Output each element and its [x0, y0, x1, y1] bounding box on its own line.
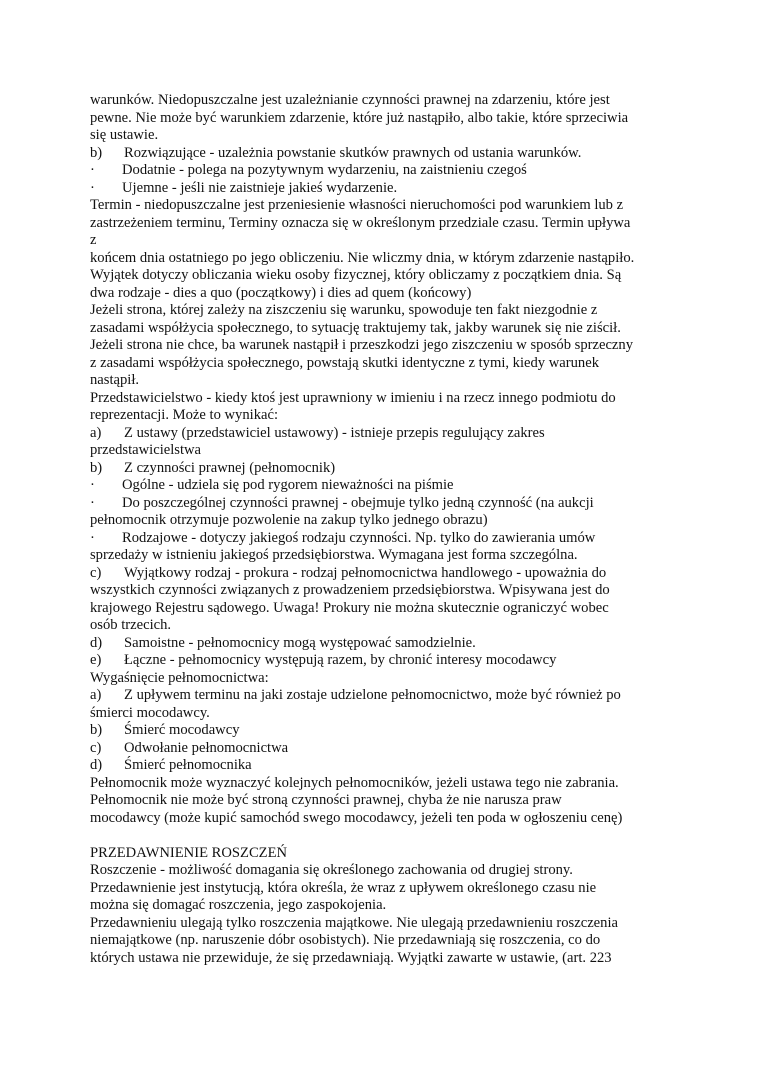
text-line	[90, 127, 676, 145]
line-text: śmierci mocodawcy.	[90, 704, 210, 721]
line-text: Do poszczególnej czynności prawnej - obejmuje tylko jedną czynność (na aukcji	[122, 494, 594, 511]
text-line	[90, 565, 676, 583]
text-line	[90, 92, 676, 110]
text-line	[90, 460, 676, 478]
text-line	[90, 320, 676, 338]
text-line	[90, 617, 676, 635]
list-marker: d)	[90, 634, 103, 651]
text-line	[90, 407, 676, 425]
line-text: dwa rodzaje - dies a quo (początkowy) i dies ad quem (końcowy)	[90, 284, 472, 301]
text-line	[90, 810, 676, 828]
line-text: krajowego Rejestru sądowego. Uwaga! Prokury nie można skutecznie ograniczyć wobec	[90, 599, 609, 616]
text-line	[90, 250, 676, 268]
text-line	[90, 600, 676, 618]
list-marker: c)	[90, 564, 102, 581]
line-text: których ustawa nie przewiduje, że się przedawniają. Wyjątki zawarte w ustawie, (art. 223	[90, 949, 612, 966]
text-line	[90, 110, 676, 128]
list-marker: d)	[90, 757, 103, 773]
list-marker: e)	[90, 652, 102, 668]
bullet-marker: ·	[90, 494, 95, 511]
text-line	[90, 425, 676, 443]
line-text: można się domagać roszczenia, jego zaspokojenia.	[90, 897, 387, 913]
text-line	[90, 582, 676, 600]
text-line	[90, 232, 676, 250]
line-text: warunków. Niedopuszczalne jest uzależnianie czynności prawnej na zdarzeniu, które jest	[90, 92, 610, 108]
line-text: z	[90, 232, 97, 248]
line-text: Dodatnie - polega na pozytywnym wydarzeniu, na zaistnieniu czegoś	[122, 162, 527, 178]
text-line	[90, 897, 676, 915]
list-marker: a)	[90, 687, 102, 703]
text-line	[90, 337, 676, 355]
line-text: Roszczenie - możliwość domagania się określonego zachowania od drugiej strony.	[90, 862, 573, 878]
line-text: Termin - niedopuszczalne jest przeniesienie własności nieruchomości pod warunkiem lub z	[90, 197, 624, 213]
text-line	[90, 372, 676, 390]
text-line	[90, 285, 676, 303]
line-text: Przedawnienie jest instytucją, która określa, że wraz z upływem określonego czasu nie	[90, 879, 597, 896]
text-line	[90, 197, 676, 215]
line-text: Samoistne - pełnomocnicy mogą występować samodzielnie.	[124, 634, 476, 651]
line-text: osób trzecich.	[90, 617, 172, 633]
line-text: pełnomocnik otrzymuje pozwolenie na zakup tylko jednego obrazu)	[90, 512, 488, 528]
line-text: Jeżeli strona nie chce, ba warunek nastąpił i przeszkodzi jego ziszczeniu w sposób sprzeczny	[90, 337, 633, 353]
list-marker: c)	[90, 739, 102, 756]
text-line	[90, 162, 676, 180]
line-text: Z upływem terminu na jaki zostaje udzielone pełnomocnictwo, może być również po	[124, 687, 621, 703]
line-text: przedstawicielstwa	[90, 442, 202, 458]
line-text: Z czynności prawnej (pełnomocnik)	[124, 459, 336, 476]
text-line	[90, 652, 676, 670]
text-line	[90, 180, 676, 198]
paragraph-gap	[90, 827, 676, 845]
bullet-marker: ·	[90, 179, 95, 196]
line-text: Łączne - pełnomocnicy występują razem, by chronić interesy mocodawcy	[124, 652, 557, 668]
text-line	[90, 757, 676, 775]
line-text: Ujemne - jeśli nie zaistnieje jakieś wydarzenie.	[122, 179, 398, 196]
bullet-marker: ·	[90, 529, 95, 546]
text-line	[90, 705, 676, 723]
line-text: sprzedaży w istnieniu jakiegoś przedsiębiorstwa. Wymagana jest forma szczególna.	[90, 547, 578, 563]
text-line	[90, 442, 676, 460]
text-line	[90, 845, 676, 863]
text-line	[90, 267, 676, 285]
text-line	[90, 512, 676, 530]
text-line	[90, 862, 676, 880]
document-text	[90, 92, 676, 967]
text-line	[90, 635, 676, 653]
line-text: Odwołanie pełnomocnictwa	[124, 739, 289, 756]
line-text: Przedawnieniu ulegają tylko roszczenia majątkowe. Nie ulegają przedawnieniu roszczenia	[90, 914, 618, 931]
text-line	[90, 950, 676, 968]
line-text: Pełnomocnik może wyznaczyć kolejnych pełnomocników, jeżeli ustawa tego nie zabrania.	[90, 774, 619, 791]
line-text: Śmierć pełnomocnika	[124, 757, 252, 773]
line-text: niemajątkowe (np. naruszenie dóbr osobistych). Nie przedawniają się roszczenia, co do	[90, 932, 601, 948]
line-text: wszystkich czynności związanych z prowadzeniem przedsiębiorstwa. Wpisywana jest do	[90, 582, 610, 598]
text-line	[90, 477, 676, 495]
line-text: Ogólne - udziela się pod rygorem nieważności na piśmie	[122, 477, 454, 493]
text-line	[90, 722, 676, 740]
line-text: mocodawcy (może kupić samochód swego mocodawcy, jeżeli ten poda w ogłoszeniu cenę)	[90, 809, 623, 826]
bullet-marker: ·	[90, 162, 95, 178]
line-text: Śmierć mocodawcy	[124, 722, 240, 738]
text-line	[90, 932, 676, 950]
list-marker: b)	[90, 722, 103, 738]
text-line	[90, 687, 676, 705]
line-text: zastrzeżeniem terminu, Terminy oznacza się w określonym przedziale czasu. Termin upływa	[90, 214, 631, 231]
line-text: się ustawie.	[90, 127, 159, 143]
text-line	[90, 302, 676, 320]
text-line	[90, 215, 676, 233]
text-line	[90, 775, 676, 793]
line-text: końcem dnia ostatniego po jego obliczeniu. Nie wliczmy dnia, w którym zdarzenie nastąpiło.	[90, 249, 635, 266]
text-line	[90, 145, 676, 163]
line-text: PRZEDAWNIENIE ROSZCZEŃ	[90, 844, 288, 861]
text-line	[90, 670, 676, 688]
line-text: Jeżeli strona, której zależy na ziszczeniu się warunku, spowoduje ten fakt niezgodnie z	[90, 302, 598, 318]
line-text: Wygaśnięcie pełnomocnictwa:	[90, 669, 269, 686]
line-text: z zasadami współżycia społecznego, powstają skutki identyczne z tymi, kiedy warunek	[90, 354, 599, 371]
line-text: Wyjątkowy rodzaj - prokura - rodzaj pełnomocnictwa handlowego - upoważnia do	[124, 564, 607, 581]
line-text: pewne. Nie może być warunkiem zdarzenie, które już nastąpiło, albo takie, które sprzeciwia	[90, 109, 629, 126]
list-marker: b)	[90, 144, 103, 161]
line-text: reprezentacji. Może to wynikać:	[90, 407, 279, 423]
list-marker: b)	[90, 459, 103, 476]
line-text: Rozwiązujące - uzależnia powstanie skutków prawnych od ustania warunków.	[124, 144, 582, 161]
list-marker: a)	[90, 424, 102, 441]
line-text: Przedstawicielstwo - kiedy ktoś jest uprawniony w imieniu i na rzecz innego podmiotu do	[90, 389, 616, 406]
text-line	[90, 390, 676, 408]
line-text: nastąpił.	[90, 372, 140, 388]
text-line	[90, 495, 676, 513]
bullet-marker: ·	[90, 477, 95, 493]
text-line	[90, 740, 676, 758]
line-text: zasadami współżycia społecznego, to sytuację traktujemy tak, jakby warunek się nie ziścił.	[90, 319, 621, 336]
text-line	[90, 792, 676, 810]
line-text: Rodzajowe - dotyczy jakiegoś rodzaju czynności. Np. tylko do zawierania umów	[122, 529, 596, 546]
text-line	[90, 880, 676, 898]
text-line	[90, 547, 676, 565]
line-text: Z ustawy (przedstawiciel ustawowy) - istnieje przepis regulujący zakres	[124, 424, 545, 441]
line-text: Wyjątek dotyczy obliczania wieku osoby fizycznej, który obliczamy z początkiem dnia. Są	[90, 267, 622, 283]
text-line	[90, 355, 676, 373]
text-line	[90, 915, 676, 933]
text-section-limitation	[90, 845, 676, 968]
text-section-obligations	[90, 92, 676, 827]
line-text: Pełnomocnik nie może być stroną czynności prawnej, chyba że nie narusza praw	[90, 792, 562, 808]
text-line	[90, 530, 676, 548]
